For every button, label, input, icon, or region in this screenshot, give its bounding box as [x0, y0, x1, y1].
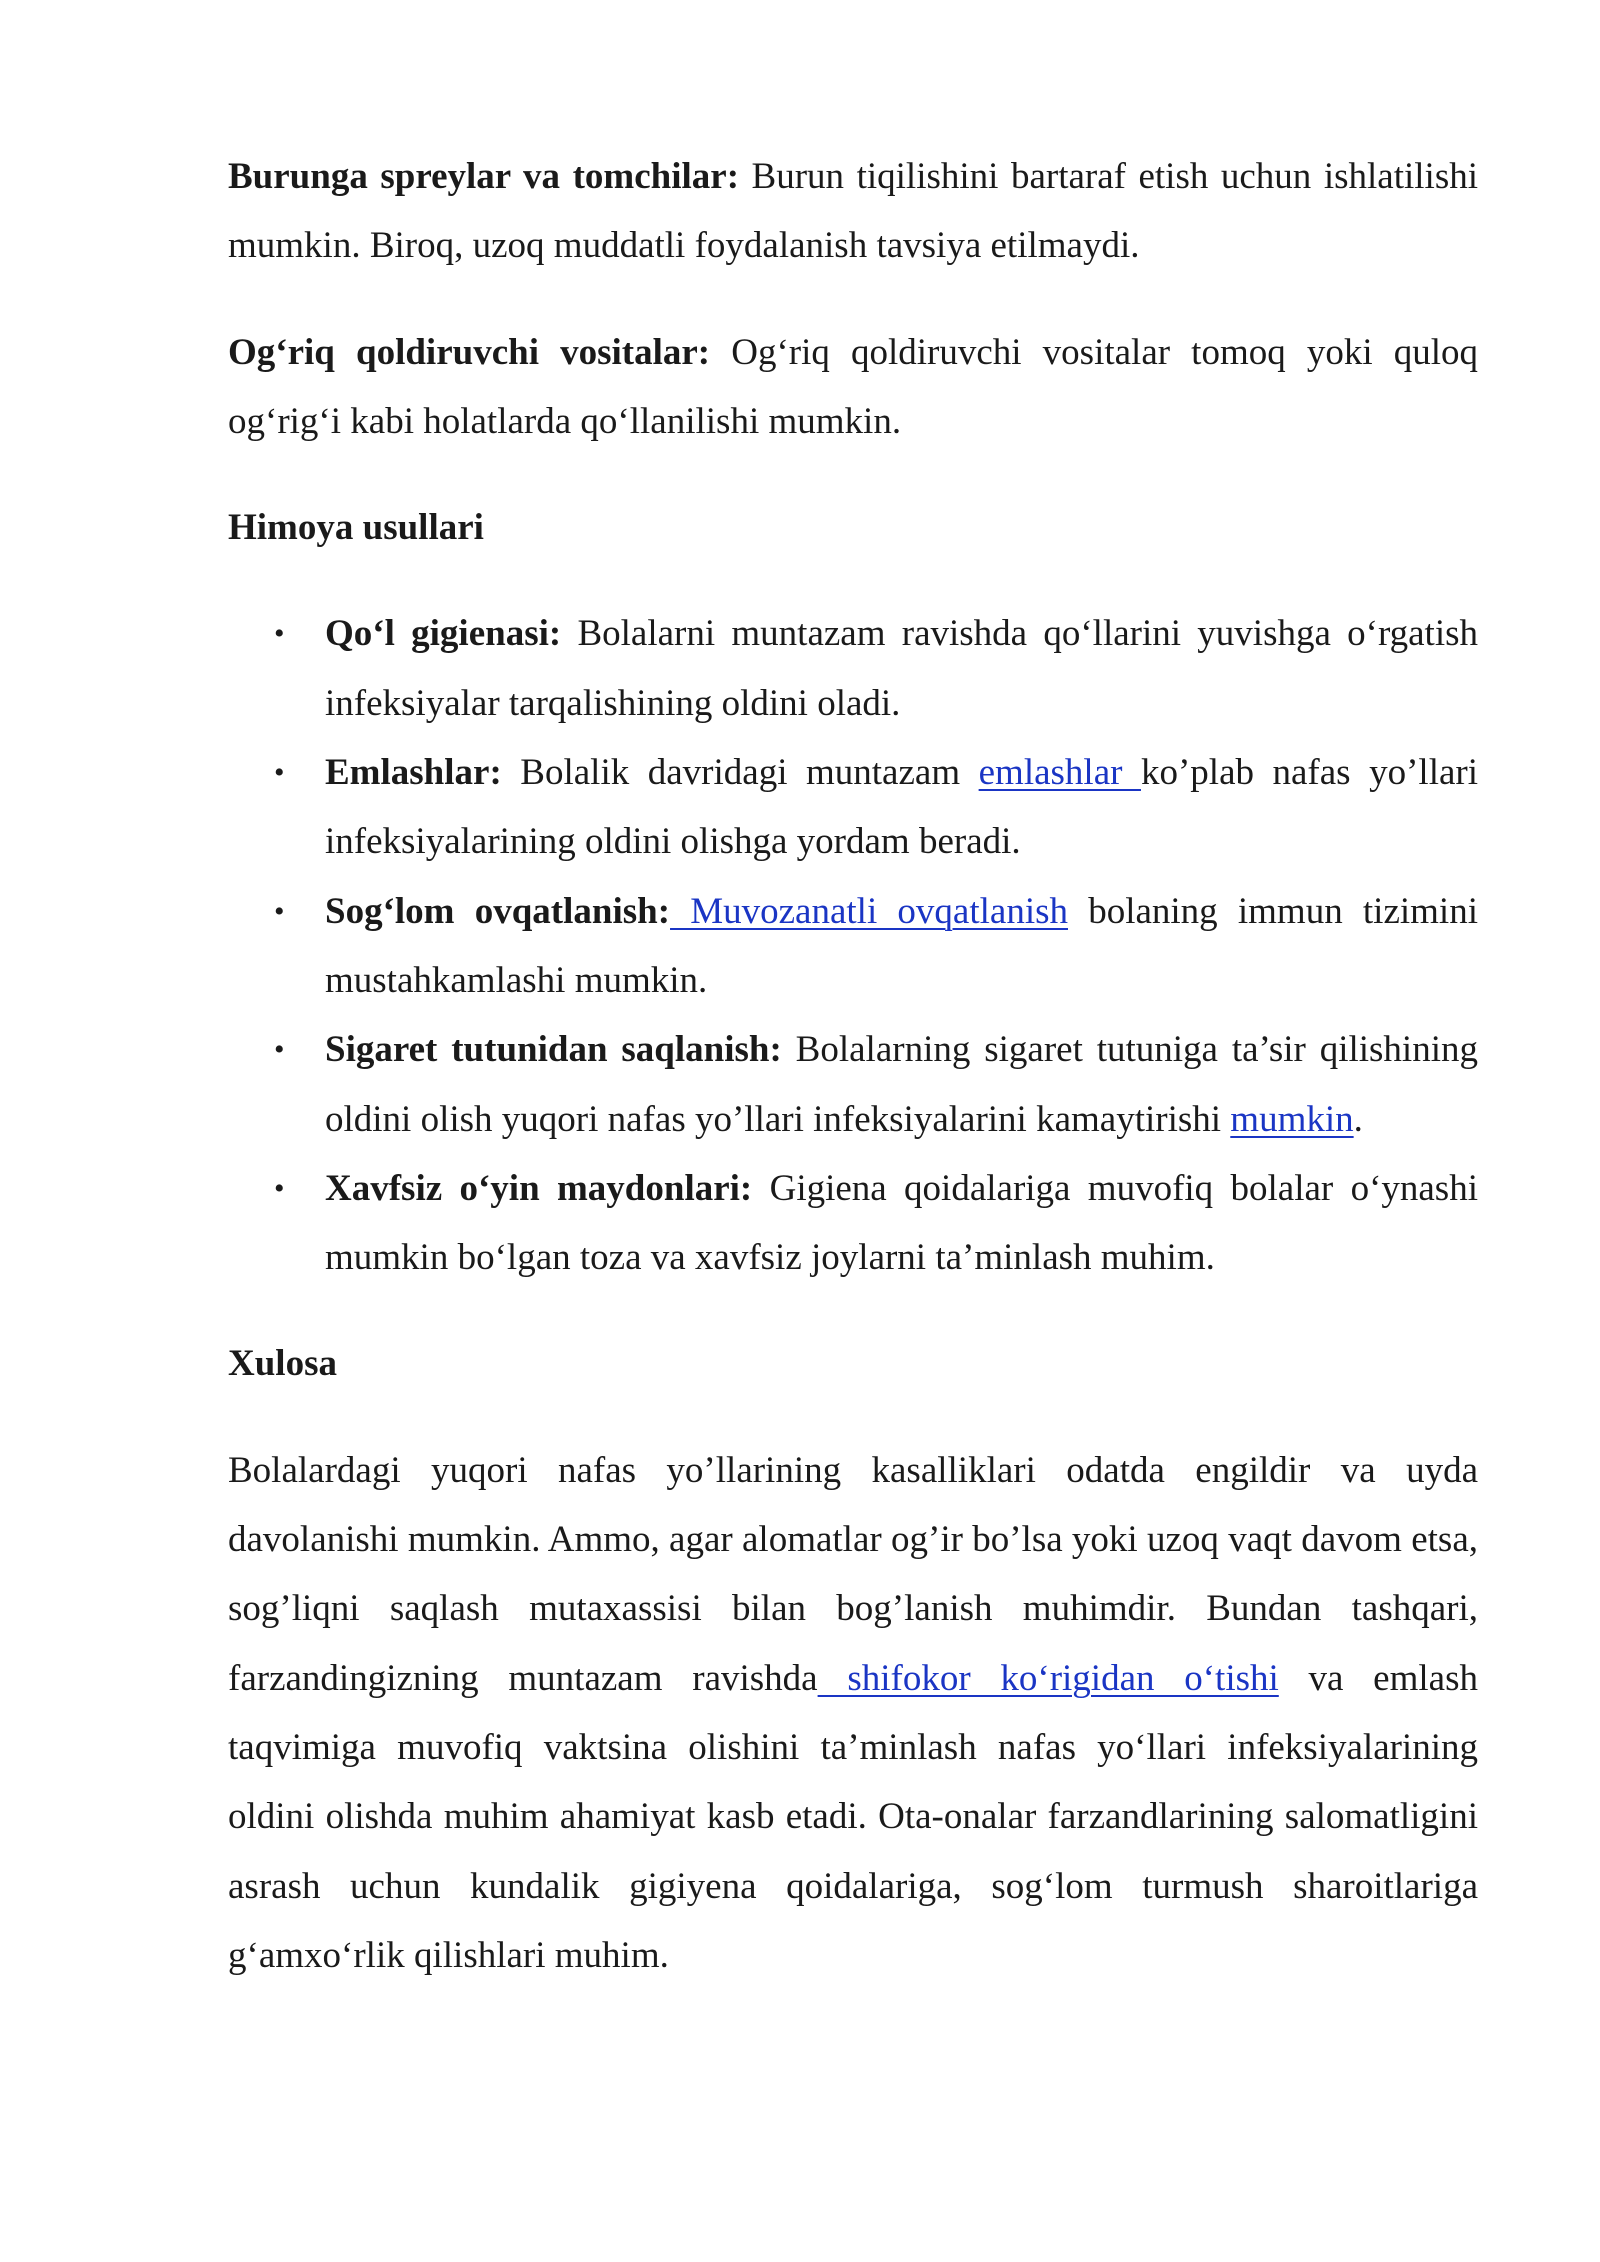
term-sprays: Burunga spreylar va tomchilar: — [228, 156, 740, 197]
list-item-smoke-avoidance — [228, 1015, 1478, 1154]
link-mumkin[interactable]: mumkin — [1230, 1098, 1354, 1140]
list-item-safe-playgrounds — [228, 1154, 1478, 1293]
text-vaccinations-before: Bolalik davridagi muntazam — [501, 752, 979, 794]
heading-conclusion: Xulosa — [228, 1343, 337, 1385]
list-item-hand-hygiene — [228, 599, 1478, 738]
bullet-icon: • — [274, 1033, 285, 1067]
protection-list — [228, 599, 1478, 1292]
text-sprays: Burun tiqilishini bartaraf etish uchun ishlatilishi mumkin. Biroq, uzoq muddatli foydalanish tavsiya etilmaydi. — [228, 156, 1478, 267]
text-smoke-avoidance-before: Bolalarning sigaret tutuniga ta’sir qilishining oldini olish yuqori nafas yo’llari infeksiyalarini kamaytirishi — [325, 1029, 1478, 1140]
text-smoke-avoidance-after: . — [1353, 1098, 1363, 1140]
text-vaccinations-after: ko’plab nafas yo’llari infeksiyalarining oldini olishga yordam beradi. — [325, 752, 1478, 863]
text-conclusion-before: Bolalardagi yuqori nafas yo’llarining kasalliklari odatda engildir va uyda davolanishi mumkin. Ammo, agar alomatlar og’ir bo’lsa yoki uzoq vaqt davom etsa, sog’liqni saqlash mutaxassisi bilan bog’lanish muhimdir. Bundan tashqari, farzandingizning muntazam ravishda — [228, 1449, 1478, 1699]
text-safe-playgrounds: Gigiena qoidalariga muvofiq bolalar o‘ynashi mumkin bo‘lgan toza va xavfsiz joylarni ta’minlash muhim. — [325, 1167, 1478, 1279]
term-vaccinations: Emlashlar: — [325, 752, 502, 794]
list-item-vaccinations — [228, 738, 1478, 877]
term-smoke-avoidance: Sigaret tutunidan saqlanish: — [325, 1029, 782, 1071]
bullet-icon: • — [274, 756, 285, 790]
text-conclusion-after: va emlash taqvimiga muvofiq vaktsina olishini ta’minlash nafas yo‘llari infeksiyalarining oldini olishda muhim ahamiyat kasb etadi. Ota-onalar farzandlarining salomatligini asrash uchun kundalik gigiyena qoidalariga, sog‘lom turmush sharoitlariga g‘amxo‘rlik qilishlari muhim. — [228, 1657, 1478, 1976]
paragraph-conclusion — [228, 1436, 1478, 1990]
heading-protection: Himoya usullari — [228, 507, 484, 549]
link-vaccinations[interactable]: emlashlar — [978, 752, 1141, 794]
bullet-icon: • — [274, 1171, 285, 1205]
bullet-icon: • — [274, 894, 285, 928]
bullet-icon: • — [274, 617, 285, 651]
paragraph-sprays — [228, 142, 1478, 281]
link-doctor-checkup[interactable]: shifokor ko‘rigidan o‘tishi — [817, 1657, 1279, 1699]
term-healthy-eating: Sog‘lom ovqatlanish: — [325, 890, 671, 932]
text-painkillers: Og‘riq qoldiruvchi vositalar tomoq yoki quloq og‘rig‘i kabi holatlarda qo‘llanilishi mumkin. — [228, 331, 1479, 442]
link-balanced-nutrition[interactable]: Muvozanatli ovqatlanish — [670, 890, 1068, 932]
text-hand-hygiene: Bolalarni muntazam ravishda qo‘llarini yuvishga o‘rgatish infeksiyalar tarqalishining oldini oladi. — [325, 613, 1478, 724]
list-item-healthy-eating — [228, 877, 1478, 1016]
term-safe-playgrounds: Xavfsiz o‘yin maydonlari: — [325, 1167, 753, 1209]
document-page — [228, 142, 1478, 2027]
term-painkillers: Og‘riq qoldiruvchi vositalar: — [228, 331, 711, 373]
paragraph-painkillers — [228, 318, 1478, 457]
term-hand-hygiene: Qo‘l gigienasi: — [325, 613, 562, 655]
text-healthy-eating-after: bolaning immun tizimini mustahkamlashi mumkin. — [325, 890, 1478, 1001]
